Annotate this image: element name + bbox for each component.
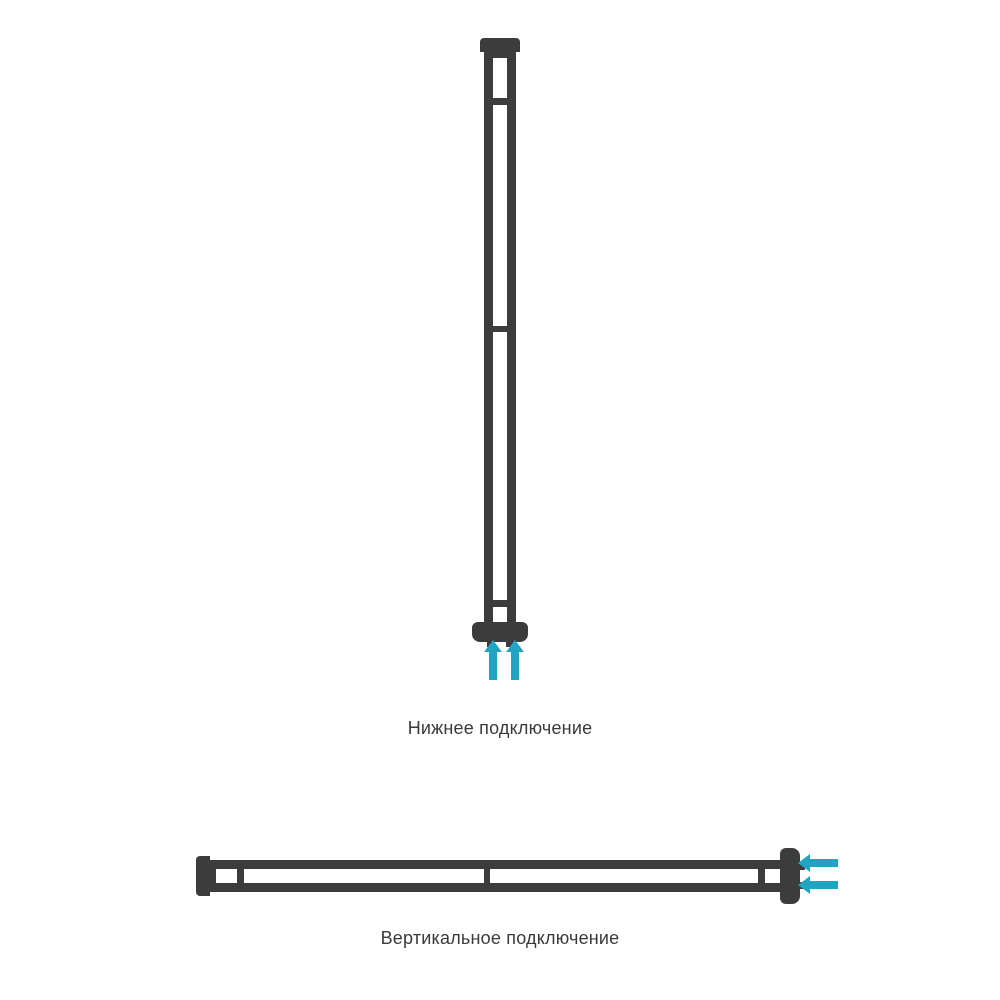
arrow-up-icon [484, 640, 502, 680]
arrow-up-icon-group [484, 640, 524, 680]
figure-vertical-connection [0, 790, 1000, 990]
arrow-left-icon [798, 876, 838, 894]
caption-bottom-connection: Нижнее подключение [407, 718, 593, 738]
arrow-left-icon-group [798, 854, 838, 894]
caption-vertical-connection: Вертикальное подключение [380, 928, 620, 948]
radiator-horizontal-icon [0, 790, 1000, 990]
